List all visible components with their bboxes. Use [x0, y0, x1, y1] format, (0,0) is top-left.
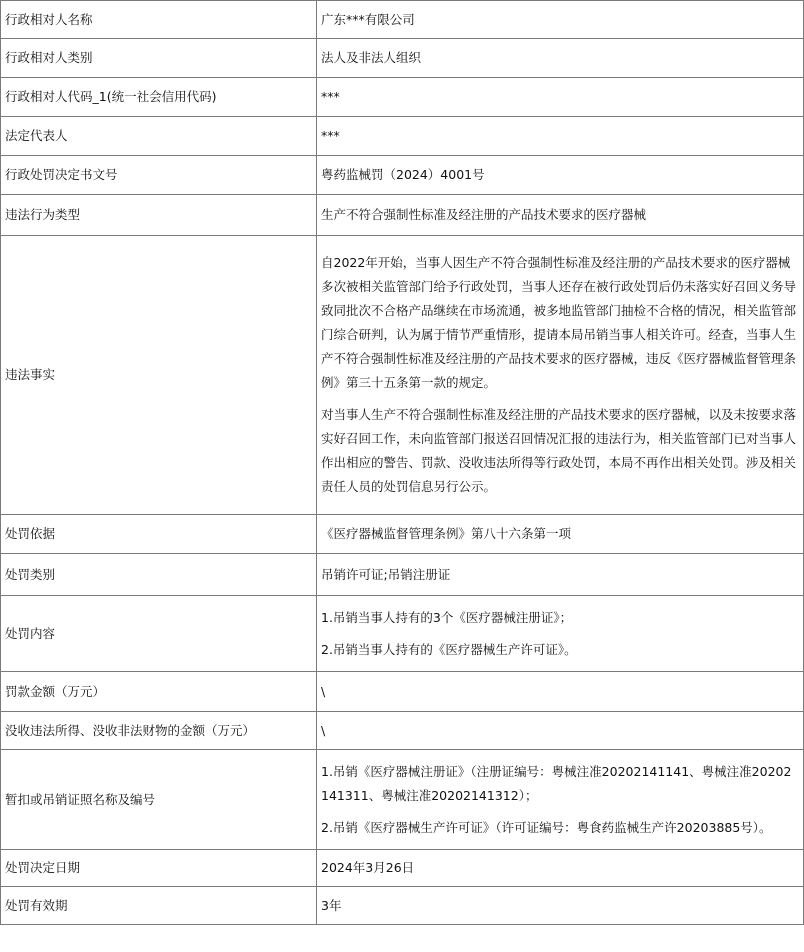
row-value-revoked-licenses	[317, 750, 804, 850]
table-row	[1, 887, 804, 925]
table-row	[1, 1, 804, 39]
row-label-party-type: 行政相对人类别	[1, 39, 317, 78]
table-row	[1, 195, 804, 236]
facts-paragraph-1: 自2022年开始，当事人因生产不符合强制性标准及经注册的产品技术要求的医疗器械多次被相关监管部门给予行政处罚，当事人还存在被行政处罚后仍未落实好召回义务导致同批次不合格产品继续在市场流通，被多地监管部门抽检不合格的情况，相关监管部门综合研判，认为属于情节严重情形，提请本局吊销当事人相关许可。经查，当事人生产不符合强制性标准及经注册的产品技术要求的医疗器械，违反《医疗器械监督管理条例》第三十五条第一款的规定。	[321, 255, 797, 390]
row-label-decision-date: 处罚决定日期	[1, 850, 317, 887]
table-row	[1, 236, 804, 515]
row-value-legal-rep: ***	[317, 117, 804, 156]
table-row	[1, 117, 804, 156]
row-label-violation-facts: 违法事实	[1, 236, 317, 515]
row-label-decision-number: 行政处罚决定书文号	[1, 156, 317, 195]
row-value-party-name: 广东***有限公司	[317, 1, 804, 39]
row-value-validity-period: 3年	[317, 887, 804, 925]
table-row	[1, 554, 804, 596]
row-value-credit-code: ***	[317, 78, 804, 117]
row-label-fine-amount: 罚款金额（万元）	[1, 672, 317, 712]
table-row	[1, 672, 804, 712]
table-row	[1, 712, 804, 750]
row-value-violation-facts	[317, 236, 804, 515]
row-value-decision-date: 2024年3月26日	[317, 850, 804, 887]
row-value-violation-type: 生产不符合强制性标准及经注册的产品技术要求的医疗器械	[317, 195, 804, 236]
row-label-revoked-licenses: 暂扣或吊销证照名称及编号	[1, 750, 317, 850]
table-row	[1, 750, 804, 850]
facts-paragraph-2: 对当事人生产不符合强制性标准及经注册的产品技术要求的医疗器械，以及未按要求落实好召回工作，未向监管部门报送召回情况汇报的违法行为，相关监管部门已对当事人作出相应的警告、罚款、没收违法所得等行政处罚，本局不再作出相关处罚。涉及相关责任人员的处罚信息另行公示。	[321, 407, 797, 494]
row-value-decision-number: 粤药监械罚（2024）4001号	[317, 156, 804, 195]
table-row	[1, 850, 804, 887]
table-row	[1, 596, 804, 672]
license-item-2: 2.吊销《医疗器械生产许可证》（许可证编号：粤食药监械生产许20203885号）。	[321, 819, 772, 835]
row-label-violation-type: 违法行为类型	[1, 195, 317, 236]
row-label-party-name: 行政相对人名称	[1, 1, 317, 39]
row-label-validity-period: 处罚有效期	[1, 887, 317, 925]
row-label-penalty-category: 处罚类别	[1, 554, 317, 596]
row-value-penalty-content	[317, 596, 804, 672]
row-label-legal-rep: 法定代表人	[1, 117, 317, 156]
table-row	[1, 515, 804, 554]
row-value-penalty-basis: 《医疗器械监督管理条例》第八十六条第一项	[317, 515, 804, 554]
row-label-penalty-content: 处罚内容	[1, 596, 317, 672]
row-label-confiscation-amount: 没收违法所得、没收非法财物的金额（万元）	[1, 712, 317, 750]
table-row	[1, 78, 804, 117]
row-label-penalty-basis: 处罚依据	[1, 515, 317, 554]
row-value-fine-amount: \	[317, 672, 804, 712]
row-value-penalty-category: 吊销许可证;吊销注册证	[317, 554, 804, 596]
content-item-1: 1.吊销当事人持有的3个《医疗器械注册证》；	[321, 609, 573, 625]
license-item-1: 1.吊销《医疗器械注册证》（注册证编号：粤械注准20202141141、粤械注准20202141311、粤械注准20202141312）；	[321, 763, 792, 803]
content-item-2: 2.吊销当事人持有的《医疗器械生产许可证》。	[321, 641, 577, 657]
table-row	[1, 39, 804, 78]
row-value-confiscation-amount: \	[317, 712, 804, 750]
row-label-credit-code: 行政相对人代码_1(统一社会信用代码)	[1, 78, 317, 117]
row-value-party-type: 法人及非法人组织	[317, 39, 804, 78]
table-row	[1, 156, 804, 195]
